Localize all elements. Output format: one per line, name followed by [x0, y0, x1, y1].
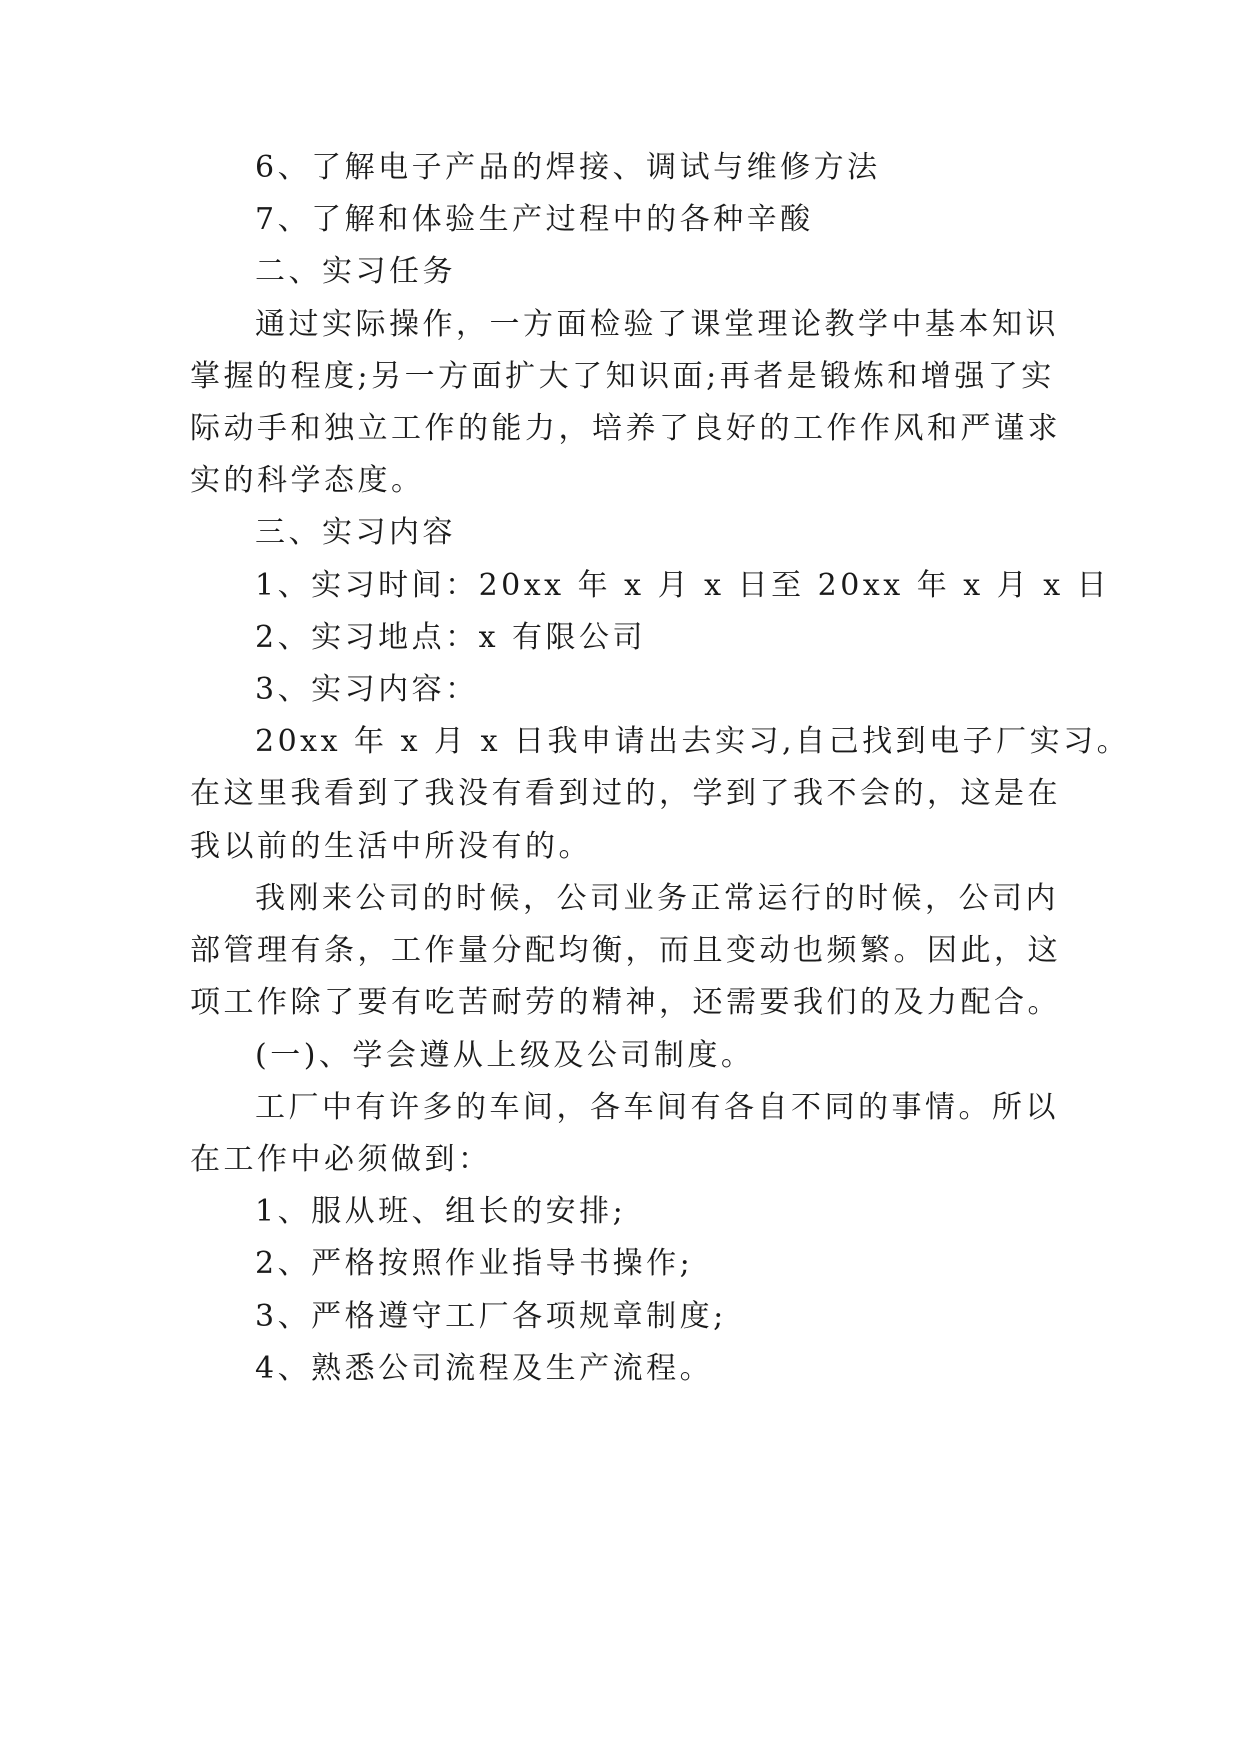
paragraph-company-line-1: 我刚来公司的时候，公司业务正常运行的时候，公司内 [255, 881, 1059, 916]
list-item-location: 2、实习地点：x 有限公司 [255, 620, 647, 655]
subsection-heading-rules: (一)、学会遵从上级及公司制度。 [255, 1038, 755, 1073]
paragraph-intro-line-1: 20xx 年 x 月 x 日我申请出去实习,自己找到电子厂实习。 [255, 724, 1131, 759]
list-item-rule-3: 3、严格遵守工厂各项规章制度; [255, 1299, 727, 1334]
list-item-objective-6: 6、了解电子产品的焊接、调试与维修方法 [255, 150, 881, 185]
paragraph-task-line-2: 掌握的程度;另一方面扩大了知识面;再者是锻炼和增强了实 [190, 359, 1055, 394]
section-heading-content: 三、实习内容 [255, 515, 456, 550]
paragraph-task-line-3: 际动手和独立工作的能力，培养了良好的工作作风和严谨求 [190, 411, 1061, 446]
paragraph-intro-line-3: 我以前的生活中所没有的。 [190, 829, 592, 864]
paragraph-company-line-2: 部管理有条，工作量分配均衡，而且变动也频繁。因此，这 [190, 933, 1061, 968]
paragraph-intro-line-2: 在这里我看到了我没有看到过的，学到了我不会的，这是在 [190, 776, 1061, 811]
list-item-rule-4: 4、熟悉公司流程及生产流程。 [255, 1351, 714, 1386]
paragraph-task-line-4: 实的科学态度。 [190, 463, 425, 498]
list-item-objective-7: 7、了解和体验生产过程中的各种辛酸 [255, 202, 814, 237]
list-item-time: 1、实习时间：20xx 年 x 月 x 日至 20xx 年 x 月 x 日 [255, 568, 1111, 603]
paragraph-company-line-3: 项工作除了要有吃苦耐劳的精神，还需要我们的及力配合。 [190, 985, 1061, 1020]
paragraph-workshop-line-2: 在工作中必须做到： [190, 1142, 492, 1177]
list-item-rule-1: 1、服从班、组长的安排; [255, 1194, 627, 1229]
paragraph-workshop-line-1: 工厂中有许多的车间，各车间有各自不同的事情。所以 [255, 1090, 1059, 1125]
section-heading-task: 二、实习任务 [255, 254, 456, 289]
paragraph-task-line-1: 通过实际操作，一方面检验了课堂理论教学中基本知识 [255, 307, 1059, 342]
list-item-rule-2: 2、严格按照作业指导书操作; [255, 1246, 694, 1281]
list-item-content: 3、实习内容： [255, 672, 479, 707]
